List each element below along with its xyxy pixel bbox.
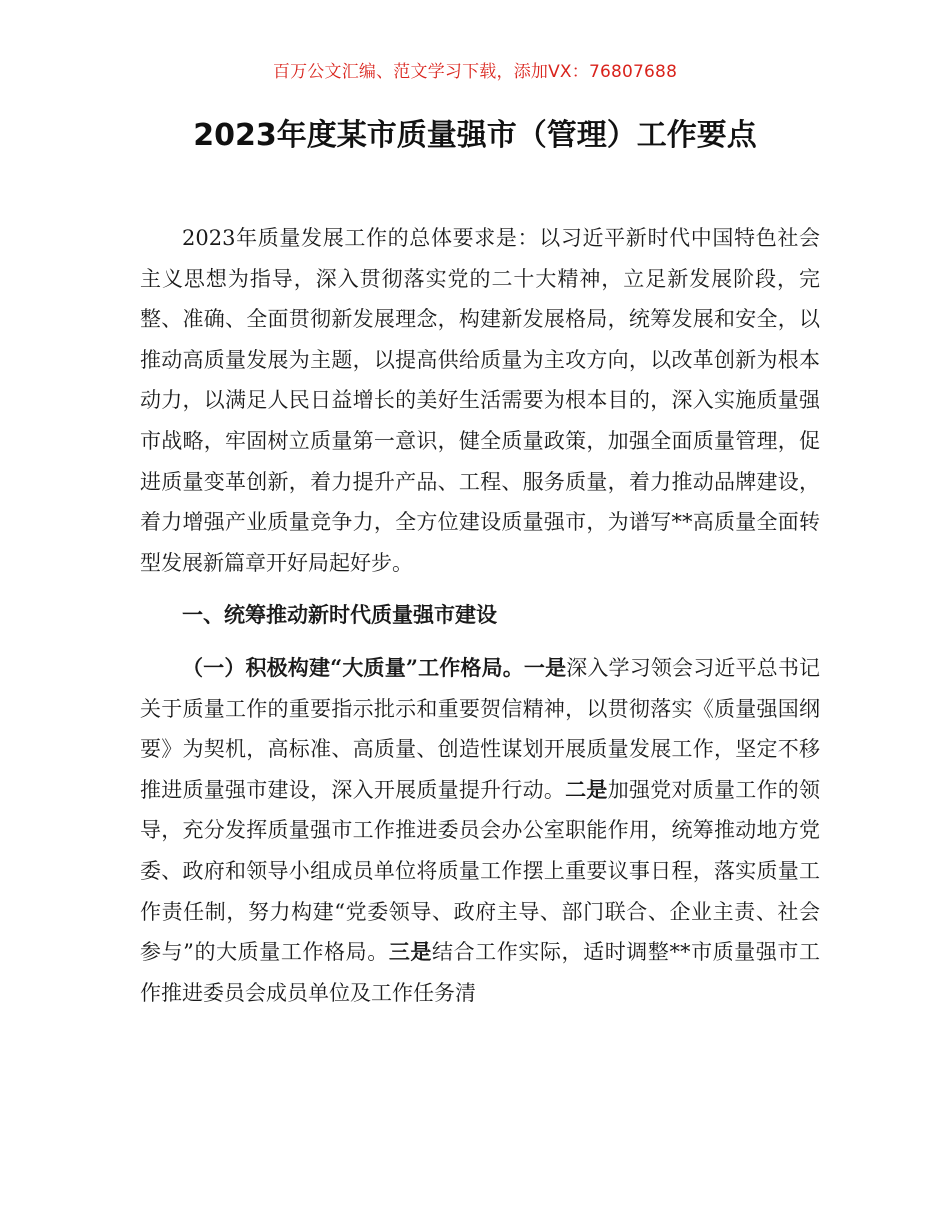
subheading-1: （一）积极构建“大质量”工作格局。 bbox=[182, 654, 524, 680]
point-2-text: 加强党对质量工作的领导，充分发挥质量强市工作推进委员会办公室职能作用，统筹推动地方党委、政府和领导小组成员单位将质量工作摆上重要议事日程，落实质量工作责任制，努力构建“党委领导、政府主导、部门联合、企业主责、社会参与”的大质量工作格局。 bbox=[140, 777, 821, 965]
point-3-text: 结合工作实际，适时调整**市质量强市工作推进委员会成员单位及工作任务清 bbox=[140, 940, 821, 1005]
point-1-label: 一是 bbox=[523, 654, 567, 680]
point-2-label: 二是 bbox=[565, 776, 608, 802]
point-3-label: 三是 bbox=[388, 939, 432, 965]
document-body bbox=[140, 218, 820, 1013]
section-heading-1: 一、统筹推动新时代质量强市建设 bbox=[182, 602, 497, 628]
paragraph-quality-pattern bbox=[140, 648, 820, 1013]
point-1-text: 深入学习领会习近平总书记关于质量工作的重要指示批示和重要贺信精神，以贯彻落实《质量强国纲要》为契机，高标准、高质量、创造性谋划开展质量发展工作，坚定不移推进质量强市建设，深入开展质量提升行动。 bbox=[140, 655, 821, 802]
document-title: 2023年度某市质量强市（管理）工作要点 bbox=[193, 118, 757, 153]
paragraph-general-requirements: 2023年质量发展工作的总体要求是：以习近平新时代中国特色社会主义思想为指导，深入贯彻落实党的二十大精神，立足新发展阶段，完整、准确、全面贯彻新发展理念，构建新发展格局，统筹发展和安全，以推动高质量发展为主题，以提高供给质量为主攻方向，以改革创新为根本动力，以满足人民日益增长的美好生活需要为根本目的，深入实施质量强市战略，牢固树立质量第一意识，健全质量政策，加强全面质量管理，促进质量变革创新，着力提升产品、工程、服务质量，着力推动品牌建设，着力增强产业质量竞争力，全方位建设质量强市，为谱写**高质量全面转型发展新篇章开好局起好步。 bbox=[140, 226, 820, 575]
header-banner: 百万公文汇编、范文学习下载，添加VX：76807688 bbox=[272, 62, 678, 82]
